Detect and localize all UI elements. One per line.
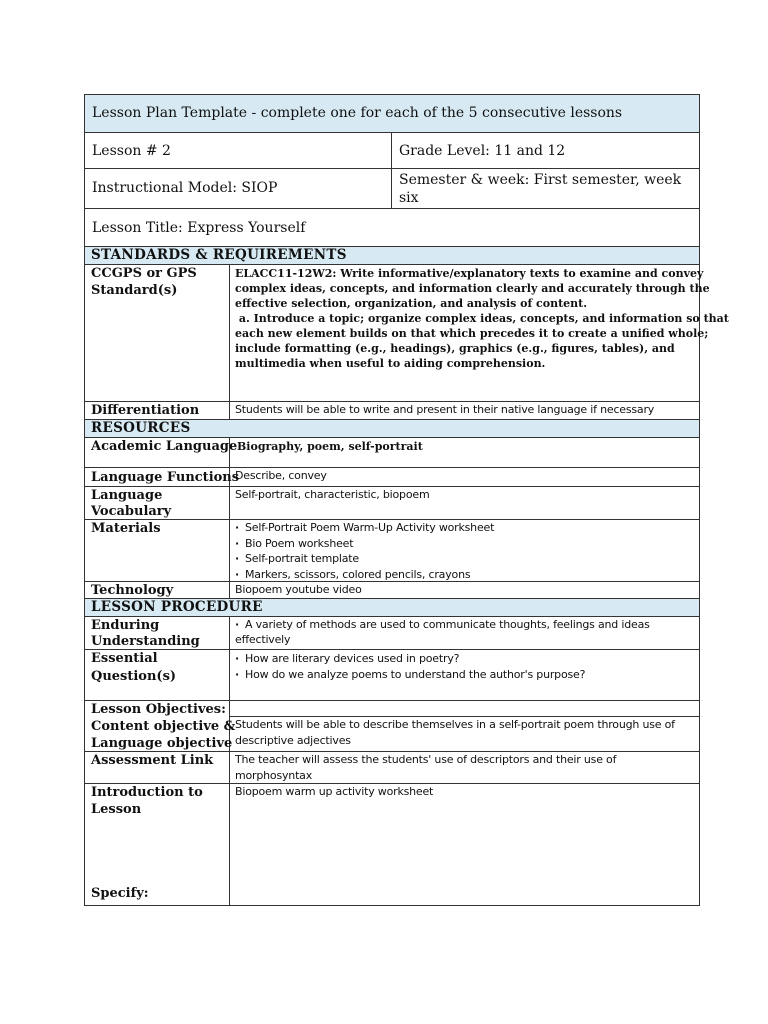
introduction-label-line-2: Lesson [91, 802, 142, 817]
academic-language-value: Biography, poem, self-portrait [237, 440, 423, 453]
grade-level: Grade Level: 11 and 12 [399, 143, 566, 159]
materials-label: Materials [91, 521, 161, 536]
introduction-label-line-1: Introduction to [91, 785, 203, 800]
materials-list [235, 520, 494, 582]
objectives-label-line-1: Lesson Objectives: [91, 702, 226, 717]
materials-item: · Self-Portrait Poem Warm-Up Activity worksheet [235, 520, 494, 536]
specify-label: Specify: [91, 886, 149, 901]
objectives-label-line-3: Language objective [91, 736, 233, 751]
standard-line: ELACC11-12W2: Write informative/explanatory texts to examine and convey [235, 267, 704, 280]
technology-value: Biopoem youtube video [235, 583, 362, 596]
standard-line: include formatting (e.g., headings), graphics (e.g., figures, tables), and [235, 342, 675, 355]
resources-section-title: RESOURCES [91, 420, 191, 436]
semester-week-line-1: Semester & week: First semester, week [399, 172, 682, 188]
assessment-value-line-1: The teacher will assess the students' use of descriptors and their use of [235, 753, 617, 766]
standard-line: a. Introduce a topic; organize complex ideas, concepts, and information so that [235, 312, 729, 325]
procedure-section-title: LESSON PROCEDURE [91, 599, 263, 615]
enduring-continuation: effectively [235, 633, 291, 646]
enduring-label-line-1: Enduring [91, 618, 160, 633]
materials-item: · Markers, scissors, colored pencils, crayons [235, 567, 494, 583]
essential-label-line-1: Essential [91, 651, 158, 666]
differentiation-value: Students will be able to write and present in their native language if necessary [235, 403, 655, 416]
technology-label: Technology [91, 583, 174, 598]
objectives-blank-cell [229, 700, 700, 717]
enduring-list [235, 617, 650, 633]
language-vocabulary-value: Self-portrait, characteristic, biopoem [235, 488, 430, 501]
academic-language-label: Academic Language [91, 439, 238, 454]
language-vocabulary-label-line-2: Vocabulary [91, 504, 172, 519]
assessment-label: Assessment Link [91, 753, 214, 768]
differentiation-label: Differentiation [91, 403, 200, 418]
objectives-value-line-1: Students will be able to describe themselves in a self-portrait poem through use of [235, 718, 675, 731]
language-functions-value: Describe, convey [235, 469, 327, 482]
standard-line: multimedia when useful to aiding comprehension. [235, 357, 546, 370]
materials-item: · Bio Poem worksheet [235, 536, 494, 552]
instructional-model: Instructional Model: SIOP [92, 180, 278, 196]
standard-line: each new element builds on that which precedes it to create a unified whole; [235, 327, 709, 340]
materials-item: · Self-portrait template [235, 551, 494, 567]
language-functions-label: Language Functions [91, 470, 240, 485]
lesson-number: Lesson # 2 [92, 143, 171, 159]
introduction-value-cell [229, 783, 700, 906]
standard-line: complex ideas, concepts, and information clearly and accurately through the [235, 282, 710, 295]
assessment-value-line-2: morphosyntax [235, 769, 313, 782]
essential-question: · How do we analyze poems to understand the author's purpose? [235, 667, 585, 683]
introduction-value: Biopoem warm up activity worksheet [235, 785, 434, 798]
semester-week-line-2: six [399, 190, 419, 206]
essential-label-line-2: Question(s) [91, 669, 177, 684]
enduring-item: · A variety of methods are used to communicate thoughts, feelings and ideas [235, 617, 650, 633]
standards-section-title: STANDARDS & REQUIREMENTS [91, 247, 347, 263]
essential-question: · How are literary devices used in poetry? [235, 651, 585, 667]
ccgps-label-line-2: Standard(s) [91, 283, 178, 298]
essential-questions-list [235, 651, 585, 682]
lesson-title: Lesson Title: Express Yourself [92, 220, 306, 236]
language-vocabulary-label-line-1: Language [91, 488, 163, 503]
standard-line: effective selection, organization, and analysis of content. [235, 297, 588, 310]
objectives-label-line-2: Content objective & [91, 719, 236, 734]
template-title: Lesson Plan Template - complete one for each of the 5 consecutive lessons [92, 105, 623, 121]
objectives-value-line-2: descriptive adjectives [235, 734, 351, 747]
standard-text [235, 266, 729, 371]
ccgps-label-line-1: CCGPS or GPS [91, 266, 197, 281]
enduring-label-line-2: Understanding [91, 634, 200, 649]
